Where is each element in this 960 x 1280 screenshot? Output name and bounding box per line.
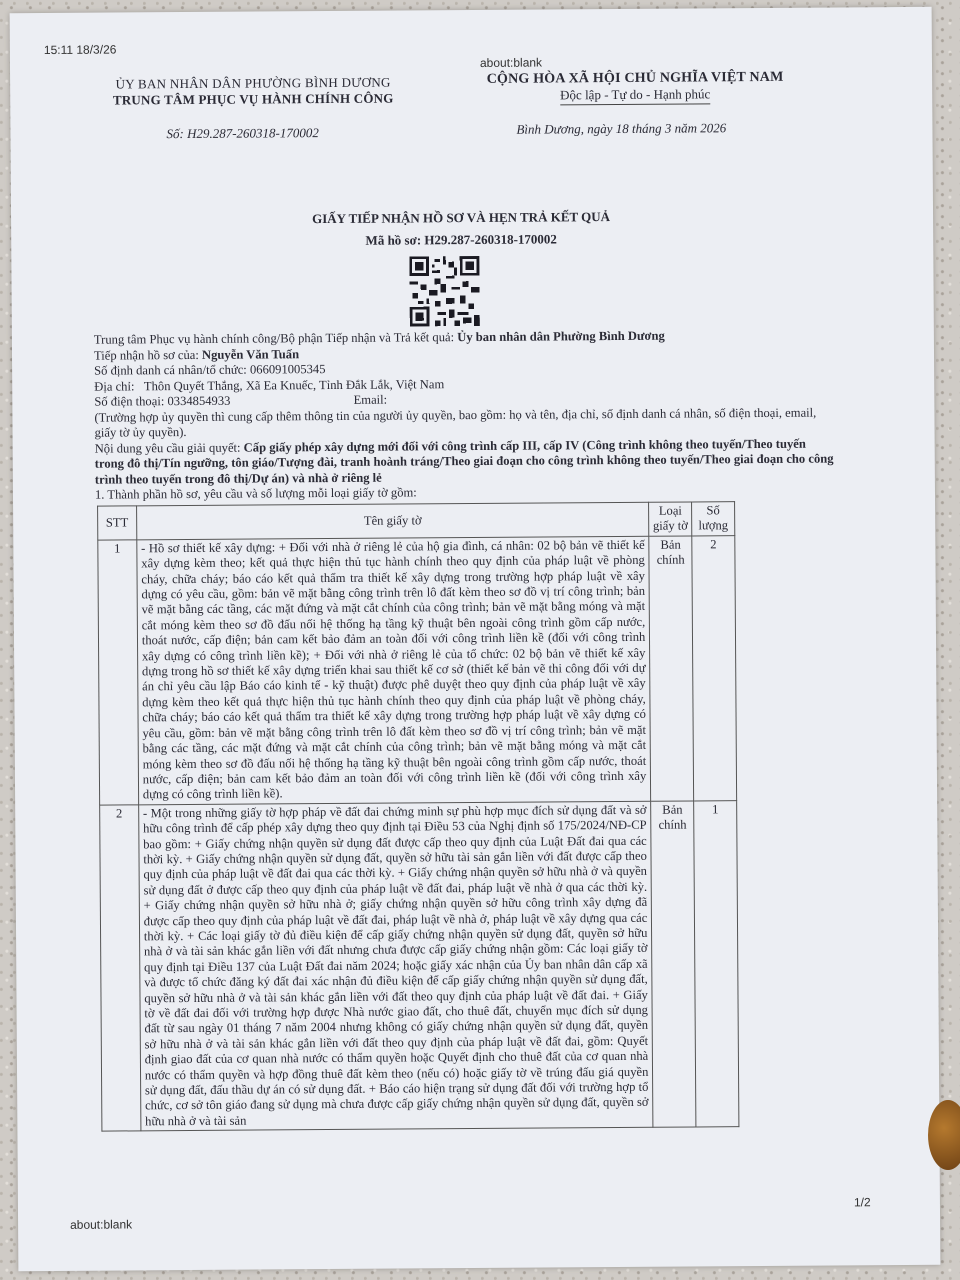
issuer-line1: ỦY BAN NHÂN DÂN PHƯỜNG BÌNH DƯƠNG	[115, 74, 391, 92]
service-center-value: Ủy ban nhân dân Phường Bình Dương	[457, 328, 665, 345]
row-type: Bản chính	[649, 536, 694, 801]
print-url-header: about:blank	[479, 55, 543, 70]
service-center-row: Trung tâm Phục vụ hành chính công/Bộ phận Tiếp nhận và Trả kết quả: Ủy ban nhân dân Phường Bình Dương	[93, 328, 665, 347]
print-timestamp: 15:11 18/3/26	[43, 42, 117, 57]
row-stt: 1	[98, 540, 139, 805]
print-url-footer: about:blank	[70, 1217, 133, 1232]
national-motto-block	[480, 70, 790, 106]
col-name: Tên giấy tờ	[136, 502, 649, 539]
national-motto: Độc lập - Tự do - Hạnh phúc	[560, 86, 710, 105]
document-page	[10, 7, 941, 1271]
qr-code-icon	[409, 256, 479, 326]
issue-date: Bình Dương, ngày 18 tháng 3 năm 2026	[516, 120, 727, 137]
row-name: - Một trong những giấy tờ hợp pháp về đất đai chứng minh sự phù hợp mục đích sử dụng đất và sở hữu công trình để cấp phép xây dựng theo quy định tại Điều 53 của Nghị định số 175/2024/NĐ-CP bao gồm: + Giấy chứng nhận quyền sử dụng đất được cấp theo quy định của Luật Đất đai qua các thời kỳ. + Giấy chứng nhận quyền sử dụng đất, quyền sở hữu tài sản gắn liền với đất được cấp theo quy định của pháp luật về đất đai qua các thời kỳ. + Giấy chứng nhận quyền sở hữu nhà ở và quyền sử dụng đất ở được cấp theo quy định của pháp luật về đất đai, pháp luật về nhà ở qua các thời kỳ. + Giấy chứng nhận quyền sở hữu nhà ở; giấy chứng nhận quyền sở hữu công trình xây dựng đã được cấp theo quy định của pháp luật về đất đai, pháp luật về nhà ở, pháp luật về xây dựng qua các thời kỳ. + Các loại giấy tờ đủ điều kiện để cấp giấy chứng nhận quyền sử dụng đất, quyền sở hữu nhà ở và tài sản khác gắn liền với đất nhưng chưa được cấp giấy chứng nhận gồm: Các loại giấy tờ quy định tại Điều 137 của Luật Đất đai năm 2024; hoặc giấy xác nhận của Ủy ban nhân dân cấp xã và được tổ chức đăng ký đất đai xác nhận đủ điều kiện để cấp giấy chứng nhận quyền sử dụng đất, quyền sở hữu nhà ở và tài sản khác gắn liền với đất theo quy định của pháp luật về đất đai. + Giấy tờ về đất đai đối với trường hợp được Nhà nước giao đất, cho thuê đất, chuyển mục đích sử dụng đất từ sau ngày 01 tháng 7 năm 2004 nhưng không có giấy chứng nhận quyền sử dụng đất, quyền sở hữu nhà ở và tài sản khác gắn liền với đất theo quy định của pháp luật về đất đai, gồm: Quyết định giao đất của cơ quan nhà nước có thẩm quyền hoặc Quyết định cho thuê đất của cơ quan nhà nước có thẩm quyền và hợp đồng thuê đất kèm theo (nếu có) hoặc giấy tờ về trúng đấu giá quyền sử dụng đất, đấu thầu dự án có sử dụng đất. + Báo cáo hiện trạng sử dụng đất đối với trường hợp tổ chức, cơ sở tôn giáo đang sử dụng mà chưa được cấp giấy chứng nhận quyền sử dụng đất, quyền sở hữu nhà ở và tài sản	[138, 801, 653, 1131]
phone-number: 0334854933	[167, 393, 231, 409]
section-heading: 1. Thành phần hồ sơ, yêu cầu và số lượng mỗi loại giấy tờ gồm:	[94, 485, 417, 502]
document-title: GIẤY TIẾP NHẬN HỒ SƠ VÀ HẸN TRẢ KẾT QUẢ	[312, 209, 611, 227]
issuer-block	[108, 75, 398, 109]
col-stt: STT	[98, 506, 137, 540]
issuer-line2: TRUNG TÂM PHỤC VỤ HÀNH CHÍNH CÔNG	[112, 90, 394, 108]
col-qty: Số lượng	[692, 502, 735, 536]
documents-table	[97, 501, 739, 1132]
row-qty: 1	[694, 800, 739, 1127]
row-stt: 2	[100, 805, 141, 1132]
col-type: Loại giấy tờ	[649, 502, 692, 536]
request-content: Cấp giấy phép xây dựng mới đối với công trình cấp III, cấp IV (Công trình không theo tuyến/Theo tuyến trong đô thị/Tín ngưỡng, tôn giáo/Tượng đài, tranh hoành tráng/Theo giai đoạn cho công trình không theo tuyến/Theo giai đoạn cho công trình theo tuyến trong đô thị/Dự án) và nhà ở riêng lẻ	[94, 436, 834, 487]
request-row: Nội dung yêu cầu giải quyết: Cấp giấy phép xây dựng mới đối với công trình cấp III, cấp IV (Công trình không theo tuyến/Theo tuyến trong đô thị/Tín ngưỡng, tôn giáo/Tượng đài, tranh hoành tráng/Theo giai đoạn cho công trình không theo tuyến/Theo giai đoạn cho công trình theo tuyến trong đô thị/Dự án) và nhà ở riêng lẻ	[94, 436, 834, 487]
nation-name: CỘNG HÒA XÃ HỘI CHỦ NGHĨA VIỆT NAM	[486, 69, 784, 87]
background-object	[928, 1100, 960, 1170]
receiver-row: Tiếp nhận hồ sơ của: Nguyễn Văn Tuấn	[93, 346, 300, 363]
email-label: Email:	[353, 392, 388, 407]
id-number: 066091005345	[249, 362, 326, 377]
page-number: 1/2	[853, 1195, 871, 1210]
row-type: Bản chính	[651, 801, 696, 1128]
row-qty: 2	[692, 535, 737, 800]
authorization-note: (Trường hợp ủy quyền thì cung cấp thêm thông tin của người ủy quyền, bao gồm: họ và tên, địa chỉ, số định danh cá nhân, số điện thoại, email, giấy tờ ủy quyền).	[94, 405, 817, 440]
address-row: Địa chỉ: Thôn Quyết Thắng, Xã Ea Knuếc, Tỉnh Đắk Lắk, Việt Nam	[94, 376, 445, 394]
id-row: Số định danh cá nhân/tổ chức: 066091005345	[94, 362, 326, 378]
receiver-name: Nguyễn Văn Tuấn	[201, 346, 300, 362]
table-row	[98, 535, 737, 804]
document-number: Số: H29.287-260318-170002	[166, 125, 319, 142]
table-row	[100, 800, 739, 1131]
dossier-code: Mã hồ sơ: H29.287-260318-170002	[365, 231, 557, 248]
address-value: Thôn Quyết Thắng, Xã Ea Knuếc, Tỉnh Đắk Lắk, Việt Nam	[143, 376, 445, 393]
row-name: - Hồ sơ thiết kế xây dựng: + Đối với nhà ở riêng lẻ của hộ gia đình, cá nhân: 02 bộ bản vẽ thiết kế xây dựng kèm theo; kết quả thực hiện thủ tục hành chính theo quy định của pháp luật về phòng cháy, chữa cháy; báo cáo kết quả thẩm tra thiết kế xây dựng trong trường hợp pháp luật về xây dựng có yêu cầu, gồm: bản vẽ mặt bằng công trình trên lô đất kèm theo sơ đồ vị trí công trình; bản vẽ mặt bằng các tầng, các mặt đứng và mặt cắt chính của công trình; bản vẽ mặt bằng móng và mặt cắt móng kèm theo sơ đồ đấu nối hệ thống hạ tầng kỹ thuật bên ngoài công trình gồm cấp nước, thoát nước, cấp điện; bản cam kết bảo đảm an toàn đối với công trình liền kề (đối với công trình xây dựng có công trình liền kề); + Đối với nhà ở riêng lẻ của tổ chức: 02 bộ bản vẽ thiết kế xây dựng trong hồ sơ thiết kế xây dựng triển khai sau thiết kế cơ sở (thiết kế bản vẽ thi công đối với dự án chỉ yêu cầu lập Báo cáo kinh tế - kỹ thuật) được phê duyệt theo quy định của pháp luật về xây dựng kèm theo kết quả thực hiện thủ tục hành chính theo quy định của pháp luật về phòng cháy, chữa cháy; báo cáo kết quả thẩm tra thiết kế xây dựng trong trường hợp pháp luật về xây dựng có yêu cầu, gồm: bản vẽ mặt bằng công trình trên lô đất kèm theo sơ đồ vị trí công trình; bản vẽ mặt bằng các tầng, các mặt đứng và mặt cắt chính của công trình; bản vẽ mặt bằng móng và mặt cắt móng kèm theo sơ đồ đấu nối hệ thống hạ tầng kỹ thuật bên ngoài công trình gồm cấp nước, thoát nước, cấp điện; bản cam kết bảo đảm an toàn đối với công trình liền kề (đối với công trình xây dựng có công trình liền kề).	[137, 536, 651, 804]
phone-row: Số điện thoại: 0334854933 Email:	[94, 392, 388, 409]
applicant-info	[94, 327, 835, 503]
table-header-row	[98, 502, 735, 540]
